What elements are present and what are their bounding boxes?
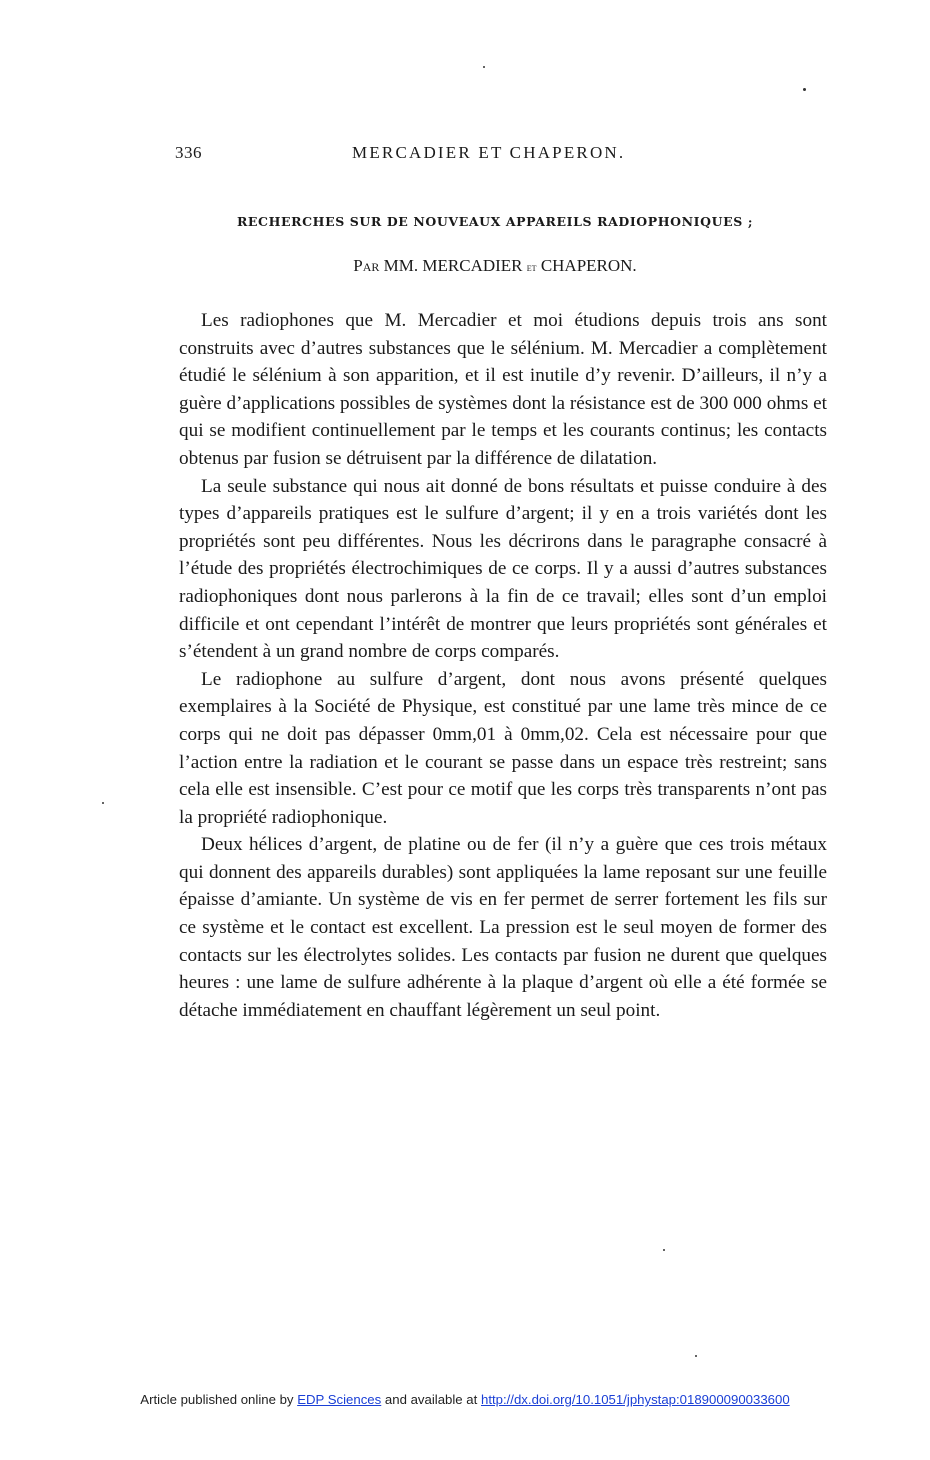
paragraph-2: La seule substance qui nous ait donné de bons résultats et puisse conduire à des types d’appareils pratiques est le sulfure d’argent; il y en a trois variétés dont les propriétés sont peu différentes. Nous les décrirons dans le paragraphe consacré à l’étude des propriétés électrochimiques de ce corps. Il y a aussi d’autres substances radiophoniques dont nous parlerons à la fin de ce travail; elles sont d’un emploi difficile et ont cependant l’intérêt de montrer que leurs propriétés sont générales et s’étendent à un grand nombre de corps comparés.	[179, 475, 827, 663]
scan-speck	[663, 1249, 665, 1251]
byline-par: Par	[353, 256, 380, 275]
footer-prefix: Article published online by	[140, 1392, 294, 1407]
paragraph-4: Deux hélices d’argent, de platine ou de fer (il n’y a guère que ces trois métaux qui donnent des appareils durables) sont appliquées la lame reposant sur une feuille épaisse d’amiante. Un système de vis en fer permet de serrer fortement les fils sur ce système et le contact est excellent. La pression est le seul moyen de former des contacts sur les électrolytes solides. Les contacts par fusion ne durent que quelques heures : une lame de sulfure adhérente à la plaque d’argent où elle a été formée se détache immédiatement en chauffant légèrement un seul point.	[179, 834, 827, 1021]
paragraph-1: Les radiophones que M. Mercadier et moi étudions depuis trois ans sont construits avec d’autres substances que le sélénium. M. Mercadier a complètement étudié le sélénium à son apparition, et il est inutile d’y revenir. D’ailleurs, il n’y a guère d’applications possibles de systèmes dont la résistance est de 300 000 ohms et qui se modifient continuellement par le temps et les courants continus; les contacts obtenus par fusion se détruisent par la différence de dilatation.	[179, 310, 827, 469]
footer-middle: and available at	[384, 1392, 478, 1407]
running-title: MERCADIER ET CHAPERON.	[352, 143, 626, 162]
running-head	[175, 143, 825, 167]
byline	[0, 256, 930, 276]
doi-link[interactable]: http://dx.doi.org/10.1051/jphystap:018900090033600	[480, 1392, 790, 1407]
article-body	[179, 307, 827, 1024]
publication-footer	[0, 1392, 930, 1407]
byline-names-2: CHAPERON.	[540, 256, 637, 275]
paragraph-3: Le radiophone au sulfure d’argent, dont nous avons présenté quelques exemplaires à la Société de Physique, est constitué par une lame très mince de ce corps qui ne doit pas dépasser 0mm,01 à 0mm,02. Cela est nécessaire pour que l’action entre la radiation et le courant se passe dans un espace très restreint; sans cela elle est insensible. C’est pour ce motif que les corps très transparents n’ont pas la propriété radiophonique.	[179, 668, 827, 828]
byline-et: et	[526, 260, 537, 274]
scan-speck	[803, 88, 806, 91]
scan-speck	[695, 1355, 697, 1357]
scan-speck	[102, 802, 104, 804]
scan-speck	[483, 66, 485, 68]
page-number: 336	[175, 143, 202, 162]
publisher-link[interactable]: EDP Sciences	[297, 1392, 382, 1407]
byline-names-1: MM. MERCADIER	[383, 256, 523, 275]
article-title: RECHERCHES SUR DE NOUVEAUX APPAREILS RADIOPHONIQUES ;	[236, 214, 754, 229]
